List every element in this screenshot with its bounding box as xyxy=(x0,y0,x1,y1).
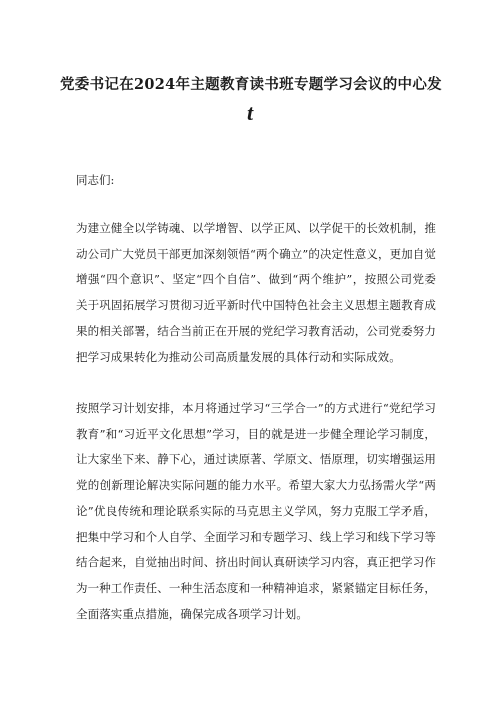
salutation: 同志们: xyxy=(76,173,115,187)
paragraph-2: 按照学习计划安排，本月将通过学习“三学合一”的方式进行“党纪学习教育”和“习近平文化思想”学习，目的就是进一步健全理论学习制度，让大家坐下来、静下心，通过读原著、学原文、悟原理，切实增强运用党的创新理论解决实际问题的能力水平。希望大家大力弘扬需火学“两论”优良传统和理论联系实际的马克思主义学风，努力克服工学矛盾，把集中学习和个人自学、全面学习和专题学习、线上学习和线下学习等结合起来，自觉抽出时间、挤出时间认真研读学习内容，真正把学习作为一种工作责任、一种生活态度和一种精神追求，紧紧锚定目标任务，全面落实重点措施，确保完成各项学习计划。 xyxy=(76,401,436,621)
paragraph-1: 为建立健全以学铸魂、以学增智、以学正风、以学促干的长效机制，推动公司广大党员干部更加深刻领悟“两个确立”的决定性意义，更加自觉增强“四个意识”、坚定“四个自信”、做到“两个维护”，按照公司党委关于巩固拓展学习贯彻习近平新时代中国特色社会主义思想主题教育成果的相关部署，结合当前正在开展的党纪学习教育活动，公司党委努力把学习成果转化为推动公司高质量发展的具体行动和实际成效。 xyxy=(76,221,436,364)
document-title-continuation: t xyxy=(246,100,254,125)
document-title: 党委书记在2024年主题教育读书班专题学习会议的中心发 xyxy=(60,76,442,93)
